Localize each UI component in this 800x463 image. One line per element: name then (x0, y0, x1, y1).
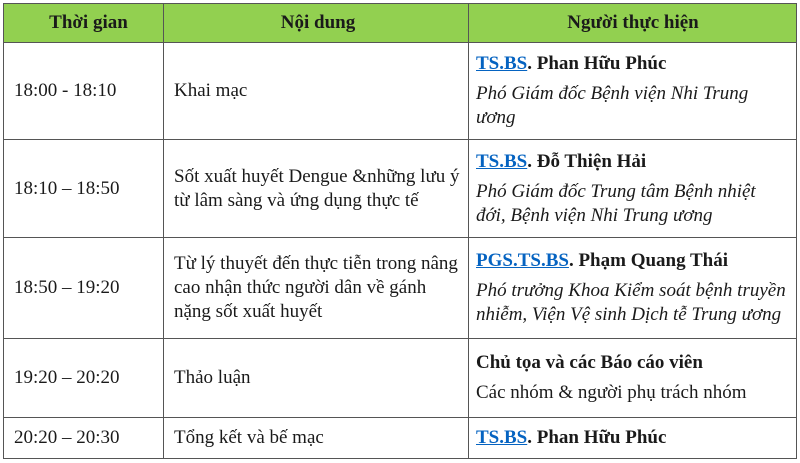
person-cell (469, 43, 797, 140)
content-cell: Tổng kết và bế mạc (164, 418, 469, 459)
person-cell (469, 238, 797, 339)
person-cell (469, 140, 797, 238)
table-row (4, 339, 797, 418)
speaker-line (476, 146, 790, 174)
header-time: Thời gian (4, 4, 164, 43)
speaker-note: Các nhóm & người phụ trách nhóm (476, 382, 747, 403)
speaker-role: Phó trưởng Khoa Kiểm soát bệnh truyền nhiễm, Viện Vệ sinh Dịch tễ Trung ương (476, 280, 786, 325)
content-cell: Từ lý thuyết đến thực tiễn trong nâng cao nhận thức người dân về gánh nặng sốt xuất huyết (164, 238, 469, 339)
content-cell: Sốt xuất huyết Dengue &những lưu ý từ lâm sàng và ứng dụng thực tế (164, 140, 469, 238)
speaker-name: . Đỗ Thiện Hải (527, 150, 647, 172)
person-cell (469, 339, 797, 418)
header-row (4, 4, 797, 43)
time-cell: 19:20 – 20:20 (4, 339, 164, 418)
header-content: Nội dung (164, 4, 469, 43)
speaker-line (476, 426, 790, 450)
time-cell: 20:20 – 20:30 (4, 418, 164, 459)
time-cell: 18:10 – 18:50 (4, 140, 164, 238)
speaker-name: . Phạm Quang Thái (568, 250, 729, 271)
table-row (4, 140, 797, 238)
title-link[interactable]: PGS.TS.BS (476, 250, 569, 271)
speaker-name: . Phan Hữu Phúc (527, 427, 667, 448)
header-person: Người thực hiện (469, 4, 797, 43)
speaker-line (476, 48, 790, 76)
speaker-name: Chủ tọa và các Báo cáo viên (476, 352, 703, 373)
content-cell: Khai mạc (164, 43, 469, 140)
speaker-line (476, 245, 790, 273)
table-row (4, 418, 797, 459)
table-row (4, 43, 797, 140)
speaker-name: . Phan Hữu Phúc (527, 53, 667, 74)
time-cell: 18:00 - 18:10 (4, 43, 164, 140)
title-link[interactable]: TS.BS (476, 150, 528, 172)
content-cell: Thảo luận (164, 339, 469, 418)
speaker-role: Phó Giám đốc Trung tâm Bệnh nhiệt đới, Bệnh viện Nhi Trung ương (476, 180, 756, 226)
speaker-role: Phó Giám đốc Bệnh viện Nhi Trung ương (476, 83, 749, 128)
title-link[interactable]: TS.BS (476, 427, 528, 448)
table-row (4, 238, 797, 339)
title-link[interactable]: TS.BS (476, 53, 528, 74)
time-cell: 18:50 – 19:20 (4, 238, 164, 339)
agenda-table (3, 3, 797, 459)
person-cell (469, 418, 797, 459)
